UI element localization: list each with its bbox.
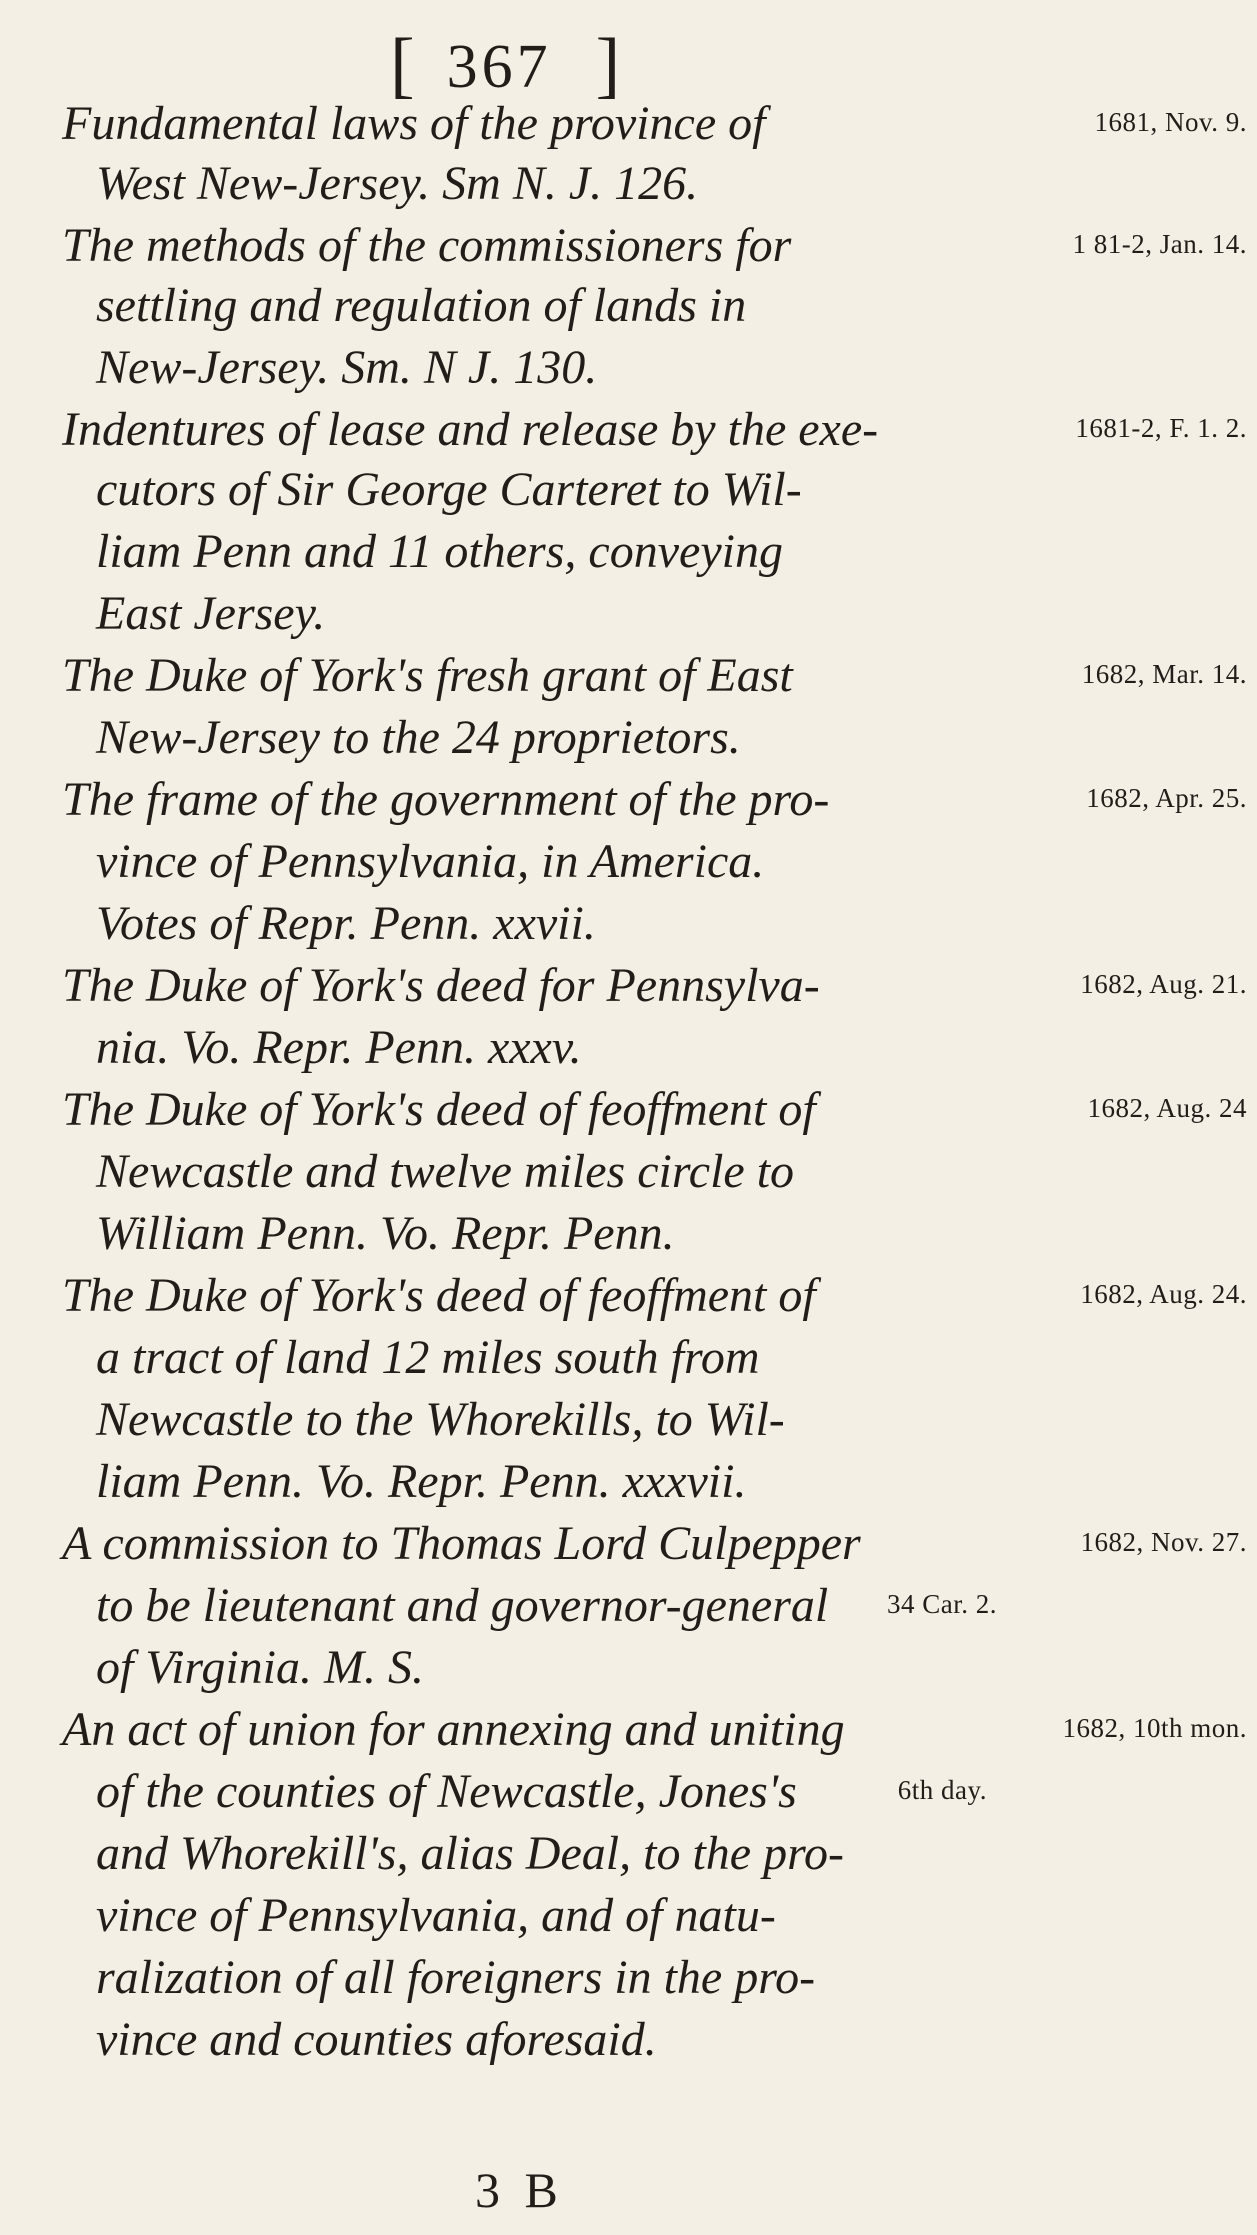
entry-text: of the counties of Newcastle, Jones's: [96, 1765, 797, 1818]
entry-line: [0, 1202, 1257, 1266]
entry-line: [0, 1016, 1257, 1080]
entry-text: The frame of the government of the pro-: [62, 773, 830, 826]
entry-date: 1682, Aug. 24: [1087, 1093, 1247, 1123]
entry-line: [0, 644, 1257, 708]
entry-text: The Duke of York's deed of feoffment of: [62, 1083, 816, 1136]
entry-line: [0, 458, 1257, 522]
entry-line: [0, 892, 1257, 956]
entry-text: vince of Pennsylvania, and of natu-: [96, 1889, 776, 1942]
entry-line: [0, 1574, 1257, 1638]
entry-line: [0, 398, 1257, 462]
entry-text: of Virginia. M. S.: [96, 1641, 424, 1694]
entry-date: 1682, 10th mon.: [1062, 1713, 1247, 1743]
signature-mark: 3 B: [475, 2162, 564, 2218]
entry-line: [0, 830, 1257, 894]
entry-line: [0, 1326, 1257, 1390]
entry-date: 1682, Apr. 25.: [1086, 783, 1247, 813]
page-number: 367: [446, 33, 552, 101]
entry-line: [0, 582, 1257, 646]
entry-text: cutors of Sir George Carteret to Wil-: [96, 463, 802, 516]
entry-text: Votes of Repr. Penn. xxvii.: [96, 897, 596, 950]
entry-line: [0, 1388, 1257, 1452]
entry-line: [0, 1078, 1257, 1142]
entry-line: [0, 1822, 1257, 1886]
entry-text: The Duke of York's deed of feoffment of: [62, 1269, 816, 1322]
entry-text: vince and counties aforesaid.: [96, 2013, 657, 2066]
entry-text: Newcastle and twelve miles circle to: [96, 1145, 795, 1198]
entry-date-secondary: 34 Car. 2.: [887, 1589, 997, 1619]
entry-text: Newcastle to the Whorekills, to Wil-: [96, 1393, 785, 1446]
entry-text: West New-Jersey. Sm N. J. 126.: [96, 157, 699, 210]
entry-line: [0, 92, 1257, 156]
entry-text: New-Jersey. Sm. N J. 130.: [96, 341, 598, 394]
entry-date: 1682, Nov. 27.: [1080, 1527, 1247, 1557]
entry-line: [0, 768, 1257, 832]
entry-text: William Penn. Vo. Repr. Penn.: [96, 1207, 675, 1260]
entry-text: to be lieutenant and governor-general: [96, 1579, 829, 1632]
entry-date: 1682, Mar. 14.: [1081, 659, 1247, 689]
entry-text: The Duke of York's fresh grant of East: [62, 649, 793, 702]
entry-text: nia. Vo. Repr. Penn. xxxv.: [96, 1021, 582, 1074]
entry-line: [0, 1760, 1257, 1824]
entry-line: [0, 1636, 1257, 1700]
right-bracket: ]: [595, 24, 625, 106]
entry-date: 1681-2, F. 1. 2.: [1075, 413, 1247, 443]
entry-date-secondary: 6th day.: [897, 1775, 987, 1805]
entry-text: liam Penn. Vo. Repr. Penn. xxxvii.: [96, 1455, 747, 1508]
entry-line: [0, 1884, 1257, 1948]
entry-line: [0, 152, 1257, 216]
entry-line: [0, 1450, 1257, 1514]
entry-text: An act of union for annexing and uniting: [62, 1703, 845, 1756]
entry-text: The Duke of York's deed for Pennsylva-: [62, 959, 820, 1012]
entry-text: vince of Pennsylvania, in America.: [96, 835, 765, 888]
entry-text: Indentures of lease and release by the exe-: [62, 403, 879, 456]
left-bracket: [: [390, 24, 419, 106]
entry-text: East Jersey.: [96, 587, 326, 640]
entry-line: [0, 1512, 1257, 1576]
entry-date: 1681, Nov. 9.: [1094, 107, 1247, 137]
entry-line: [0, 1264, 1257, 1328]
entry-text: ralization of all foreigners in the pro-: [96, 1951, 816, 2004]
entry-date: 1682, Aug. 21.: [1080, 969, 1247, 999]
entry-text: settling and regulation of lands in: [96, 279, 747, 332]
entry-line: [0, 274, 1257, 338]
entry-line: [0, 954, 1257, 1018]
entry-line: [0, 706, 1257, 770]
entry-line: [0, 214, 1257, 278]
entry-date: 1682, Aug. 24.: [1080, 1279, 1247, 1309]
entry-text: New-Jersey to the 24 proprietors.: [96, 711, 741, 764]
entry-line: [0, 1698, 1257, 1762]
entry-line: [0, 336, 1257, 400]
entry-date: 1 81-2, Jan. 14.: [1072, 229, 1247, 259]
entry-text: A commission to Thomas Lord Culpepper: [62, 1517, 861, 1570]
entry-line: [0, 2008, 1257, 2072]
entry-line: [0, 520, 1257, 584]
entry-text: The methods of the commissioners for: [62, 219, 792, 272]
entry-line: [0, 1946, 1257, 2010]
entry-text: a tract of land 12 miles south from: [96, 1331, 760, 1384]
entry-text: and Whorekill's, alias Deal, to the pro-: [96, 1827, 844, 1880]
entry-line: [0, 1140, 1257, 1204]
entry-text: liam Penn and 11 others, conveying: [96, 525, 783, 578]
entry-text: Fundamental laws of the province of: [62, 97, 766, 150]
